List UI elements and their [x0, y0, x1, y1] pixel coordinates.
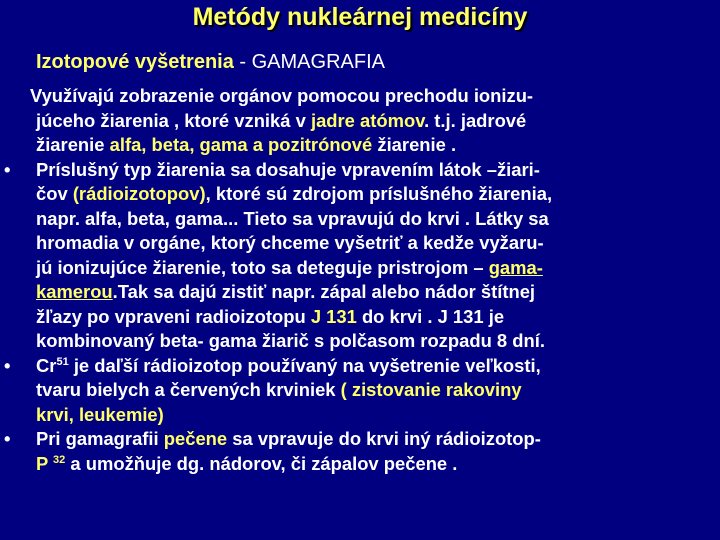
- bullet-line: kamerou.Tak sa dajú zistiť napr. zápal alebo nádor štítnej: [36, 281, 536, 302]
- bullet-item: [4, 427, 716, 476]
- highlight-text: gama-: [488, 256, 543, 278]
- bullet-line: žľazy po vpraveni radioizotopu J 131 do krvi . J 131 je: [36, 305, 505, 327]
- bullet-item: [4, 354, 716, 428]
- bullet-line: jú ionizujúce žiarenie, toto sa deteguje pristrojom – gama-: [36, 256, 543, 278]
- subtitle-highlight: Izotopové vyšetrenia: [36, 51, 234, 73]
- highlight-text: ( zistovanie rakoviny: [340, 379, 522, 400]
- page-title: Metódy nukleárnej medicíny: [192, 3, 528, 31]
- subtitle: [36, 48, 385, 76]
- bullet-line: napr. alfa, beta, gama... Tieto sa vpravujú do krvi . Látky sa: [36, 207, 549, 229]
- bullet-line: Príslušný typ žiarenia sa dosahuje vpravením látok –žiari-: [36, 158, 540, 180]
- intro-line: júceho žiarenia , ktoré vzniká v jadre atómov. t.j. jadrové: [36, 109, 527, 131]
- highlight-text: jadre atómov: [310, 109, 425, 131]
- bullet-line: tvaru bielych a červených krviniek ( zistovanie rakoviny: [36, 379, 522, 400]
- highlight-text: kamerou: [36, 281, 113, 302]
- bullet-item: [4, 158, 716, 354]
- bullet-line: Pri gamagrafii pečene sa vpravuje do krvi iný rádioizotop-: [36, 428, 541, 449]
- content-body: [4, 84, 716, 476]
- bullet-line: čov (rádioizotopov), ktoré sú zdrojom príslušného žiarenia,: [36, 183, 553, 204]
- highlight-text: P: [36, 452, 54, 474]
- intro-line: žiarenie alfa, beta, gama a pozitrónové žiarenie .: [36, 134, 457, 155]
- highlight-text: alfa, beta, gama a pozitrónové: [109, 134, 373, 155]
- bullet-icon: •: [4, 354, 11, 376]
- highlight-text: pečene: [163, 428, 228, 449]
- bullet-line: Cr$^{51}$ je daľší rádioizotop používaný na vyšetrenie veľkosti,: [36, 354, 541, 376]
- bullet-line: hromadia v orgáne, ktorý chceme vyšetriť a kedže vyžaru-: [36, 232, 544, 253]
- bullet-line: kombinovaný beta- gama žiarič s polčasom rozpadu 8 dní.: [36, 330, 545, 351]
- intro-paragraph: [30, 84, 716, 158]
- bullet-line: P $^{32}$ a umožňuje dg. nádorov, či zápalov pečene .: [36, 452, 458, 474]
- bullet-icon: •: [4, 158, 11, 180]
- bullet-line: krvi, leukemie): [36, 403, 164, 425]
- subtitle-rest: - GAMAGRAFIA: [233, 51, 385, 73]
- bullet-icon: •: [4, 428, 11, 449]
- highlight-text: (rádioizotopov): [72, 183, 206, 204]
- highlight-text: J 131: [310, 305, 357, 327]
- intro-line: Využívajú zobrazenie orgánov pomocou prechodu ionizu-: [30, 85, 534, 106]
